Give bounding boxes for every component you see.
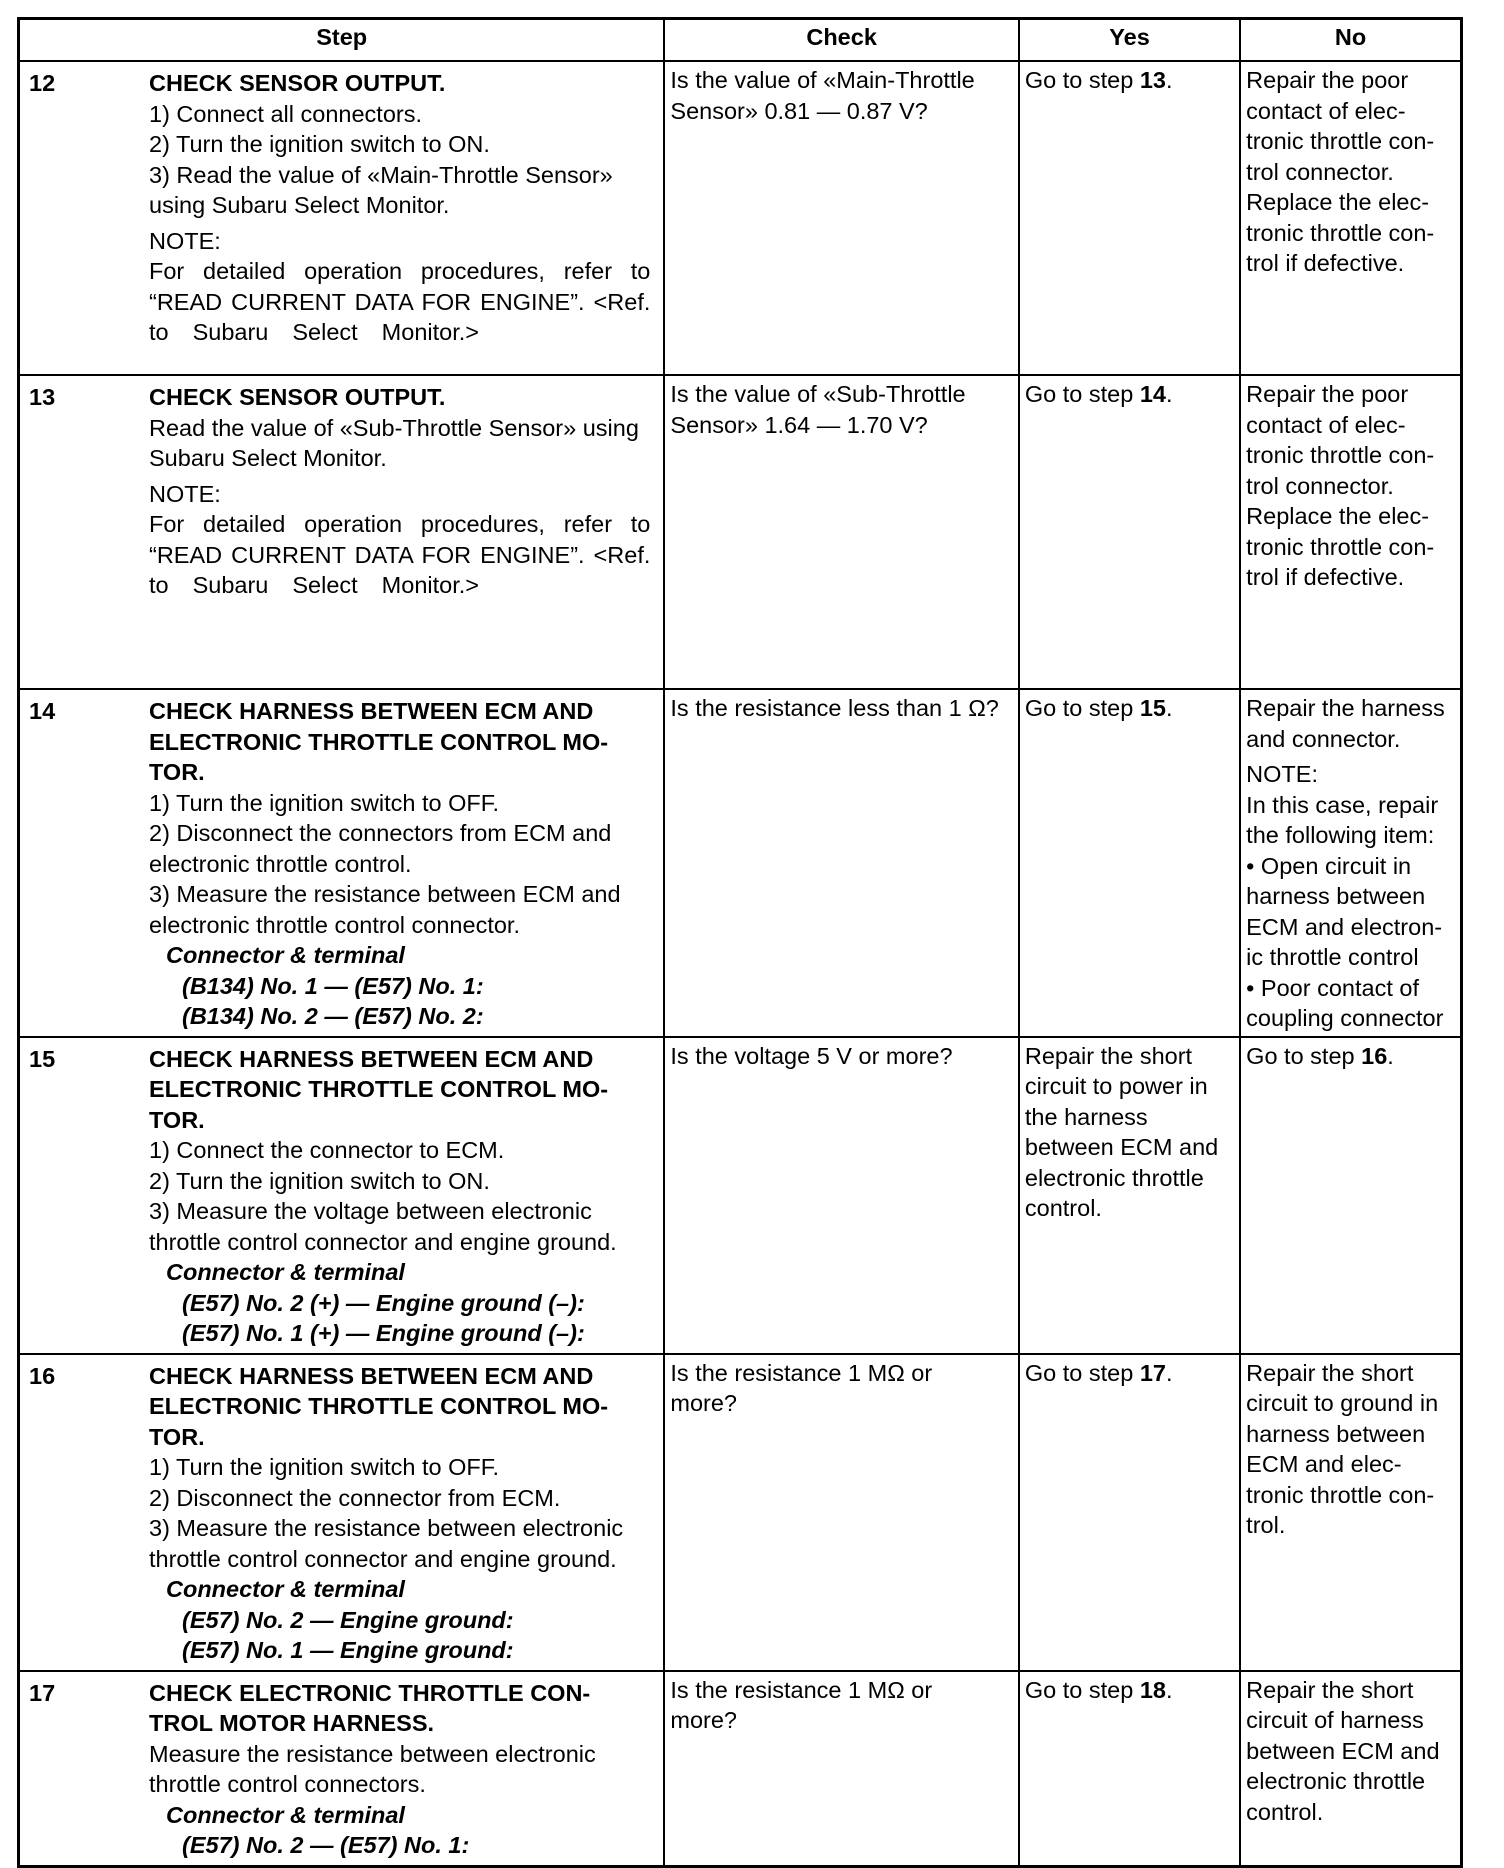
yes-text: . [1165,1676,1173,1703]
step-instruction: throttle control connector and engine ground. [149,1545,617,1572]
note-text: For detailed operation procedures, refer to [149,511,651,537]
step-instruction: 2) Disconnect the connectors from ECM and [149,820,612,846]
check-cell [664,375,1018,689]
table-row-step-16 [19,1354,1462,1671]
note-label: NOTE: [149,480,221,507]
header-yes: Yes [1019,19,1240,62]
no-text: tronic throttle con- [1246,533,1435,560]
yes-text: . [1165,1359,1173,1386]
yes-text: between ECM and [1024,1134,1219,1160]
no-cell [1240,1037,1461,1354]
check-text: Is the value of «Main-Throttle [670,67,975,93]
step-number: 17 [29,1679,56,1706]
step-title: TOR. [149,1423,205,1450]
no-cell [1240,61,1461,375]
step-instruction: 2) Turn the ignition switch to ON. [149,131,490,157]
table-row-step-14 [19,689,1462,1037]
connector-heading: Connector & terminal [166,1801,405,1828]
step-title: TOR. [149,1106,205,1133]
step-instruction: Measure the resistance between electronic [149,1740,596,1767]
no-text: trol if defective. [1246,250,1405,276]
no-text: tronic throttle con- [1246,219,1435,246]
header-step: Step [19,19,665,62]
step-cell [19,1354,665,1671]
note-text: “READ CURRENT DATA FOR ENGINE”. <Ref. [149,541,651,568]
yes-step-link[interactable]: 17 [1139,1359,1166,1386]
no-text: harness between [1246,1420,1426,1447]
no-cell [1240,1354,1461,1671]
check-cell [664,1671,1018,1867]
note-label: NOTE: [149,227,221,254]
yes-text: the harness [1024,1103,1148,1130]
yes-cell [1019,61,1240,375]
header-check: Check [664,19,1018,62]
check-text: Sensor» 1.64 — 1.70 V? [670,411,928,438]
step-instruction: 2) Turn the ignition switch to ON. [149,1167,490,1194]
yes-text: . [1165,67,1173,93]
step-title: TROL MOTOR HARNESS. [149,1710,435,1736]
step-instruction: 3) Measure the voltage between electronic [149,1198,592,1224]
yes-text: Repair the short [1024,1042,1193,1069]
connector-terminal: (B134) No. 1 — (E57) No. 1: [182,972,484,999]
no-text: tronic throttle con- [1246,128,1435,154]
check-text: more? [670,1390,738,1416]
table-row-step-13 [19,375,1462,689]
check-text: Is the resistance 1 MΩ or [670,1359,933,1386]
bullet-item: ECM and electron- [1246,913,1443,940]
yes-cell [1019,1354,1240,1671]
no-text: between ECM and [1246,1737,1440,1764]
connector-terminal: (E57) No. 2 — Engine ground: [182,1606,514,1633]
no-text: trol connector. [1246,158,1394,185]
step-instruction: Read the value of «Sub-Throttle Sensor» using [149,414,639,441]
no-text: and connector. [1246,725,1401,752]
check-text: Sensor» 0.81 — 0.87 V? [670,97,928,124]
step-title: ELECTRONIC THROTTLE CONTROL MO- [149,1393,609,1419]
no-text: Replace the elec- [1246,503,1430,529]
connector-terminal: (E57) No. 2 (+) — Engine ground (–): [182,1289,585,1316]
yes-text: . [1165,381,1173,407]
yes-step-link[interactable]: 13 [1139,67,1166,93]
step-title: CHECK SENSOR OUTPUT. [149,384,446,410]
step-title: CHECK HARNESS BETWEEN ECM AND [149,1362,594,1389]
no-text: Repair the poor [1246,381,1409,407]
step-instruction: 3) Read the value of «Main-Throttle Sensor» [149,161,613,188]
table-header-row [19,19,1462,62]
note-text: For detailed operation procedures, refer to [149,258,651,284]
no-text: trol. [1246,1512,1286,1538]
note-text: to Subaru Select Monitor.> [149,319,479,345]
step-cell [19,1037,665,1354]
step-instruction: 1) Connect all connectors. [149,100,423,127]
step-number: 12 [29,70,56,96]
step-title: ELECTRONIC THROTTLE CONTROL MO- [149,728,609,755]
yes-step-link[interactable]: 15 [1139,695,1166,721]
no-text: Replace the elec- [1246,189,1430,215]
check-text: Is the resistance 1 MΩ or [670,1676,933,1703]
connector-terminal: (E57) No. 1 (+) — Engine ground (–): [182,1320,585,1346]
header-no: No [1240,19,1461,62]
step-title: CHECK SENSOR OUTPUT. [149,70,446,96]
check-text: Is the value of «Sub-Throttle [670,381,966,407]
step-instruction: 1) Turn the ignition switch to OFF. [149,1454,500,1480]
table-row-step-15 [19,1037,1462,1354]
connector-terminal: (E57) No. 2 — (E57) No. 1: [182,1832,470,1858]
yes-step-link[interactable]: 14 [1139,381,1166,407]
no-text: circuit to ground in [1246,1390,1439,1416]
no-text: Repair the harness [1246,695,1445,721]
no-text: tronic throttle con- [1246,442,1435,468]
step-number: 16 [29,1362,56,1389]
connector-heading: Connector & terminal [166,942,405,968]
no-cell [1240,1671,1461,1867]
no-text: Repair the short [1246,1359,1414,1386]
note-text: “READ CURRENT DATA FOR ENGINE”. <Ref. [149,288,651,315]
step-instruction: using Subaru Select Monitor. [149,192,450,218]
yes-text: Go to step [1024,1359,1140,1386]
table-row-step-12 [19,61,1462,375]
no-text: Repair the poor [1246,67,1409,93]
step-instruction: Subaru Select Monitor. [149,445,387,471]
diagnostic-table [17,17,1463,1868]
step-cell [19,375,665,689]
step-title: TOR. [149,759,205,785]
no-text: circuit of harness [1246,1707,1424,1733]
step-title: CHECK HARNESS BETWEEN ECM AND [149,1045,594,1072]
step-title: CHECK HARNESS BETWEEN ECM AND [149,698,594,724]
yes-text: circuit to power in [1024,1073,1208,1099]
note-text: to Subaru Select Monitor.> [149,572,479,598]
note-text: the following item: [1246,822,1435,848]
bullet-item: ic throttle control [1246,944,1419,970]
yes-cell [1019,1671,1240,1867]
yes-text: Go to step [1024,67,1140,93]
no-text: Repair the short [1246,1676,1414,1703]
check-cell [664,1037,1018,1354]
step-instruction: 2) Disconnect the connector from ECM. [149,1484,561,1511]
connector-heading: Connector & terminal [166,1576,405,1602]
table-row-step-17 [19,1671,1462,1867]
connector-terminal: (B134) No. 2 — (E57) No. 2: [182,1003,484,1029]
bullet-item: • Poor contact of [1246,974,1419,1001]
no-text: . [1387,1042,1394,1069]
step-number: 14 [29,698,56,724]
yes-cell [1019,1037,1240,1354]
check-cell [664,61,1018,375]
step-number: 13 [29,384,56,410]
step-instruction: 1) Turn the ignition switch to OFF. [149,789,500,816]
step-instruction: electronic throttle control. [149,850,412,877]
no-text: contact of elec- [1246,411,1406,438]
step-instruction: throttle control connector and engine ground. [149,1228,617,1255]
no-text: trol connector. [1246,472,1394,499]
yes-cell [1019,375,1240,689]
yes-step-link[interactable]: 18 [1139,1676,1166,1703]
yes-cell [1019,689,1240,1037]
yes-text: Go to step [1024,381,1140,407]
connector-heading: Connector & terminal [166,1259,405,1285]
yes-text: . [1165,695,1173,721]
step-instruction: electronic throttle control connector. [149,911,520,938]
step-instruction: 3) Measure the resistance between ECM and [149,881,621,907]
yes-text: Go to step [1024,695,1140,721]
note-label: NOTE: [1246,761,1318,787]
step-number: 15 [29,1045,56,1072]
bullet-item: coupling connector [1246,1005,1444,1031]
note-text: In this case, repair [1246,791,1439,818]
check-text: more? [670,1707,738,1733]
no-text: contact of elec- [1246,97,1406,124]
no-cell [1240,689,1461,1037]
no-text: tronic throttle con- [1246,1481,1435,1508]
connector-terminal: (E57) No. 1 — Engine ground: [182,1637,514,1663]
check-text: Is the voltage 5 V or more? [670,1042,953,1069]
bullet-item: • Open circuit in [1246,852,1412,879]
check-text: Is the resistance less than 1 Ω? [670,695,999,721]
step-cell [19,689,665,1037]
check-cell [664,1354,1018,1671]
no-text: control. [1246,1798,1324,1825]
yes-text: control. [1024,1195,1102,1221]
step-instruction: 1) Connect the connector to ECM. [149,1137,505,1163]
step-cell [19,1671,665,1867]
yes-text: Go to step [1024,1676,1140,1703]
step-cell [19,61,665,375]
step-title: CHECK ELECTRONIC THROTTLE CON- [149,1679,591,1706]
no-text: trol if defective. [1246,564,1405,590]
yes-text: electronic throttle [1024,1164,1204,1191]
step-title: ELECTRONIC THROTTLE CONTROL MO- [149,1076,609,1102]
step-instruction: 3) Measure the resistance between electronic [149,1515,624,1541]
step-instruction: throttle control connectors. [149,1771,426,1797]
no-text: electronic throttle [1246,1768,1426,1794]
no-step-link[interactable]: 16 [1361,1042,1388,1069]
no-text: Go to step [1246,1042,1362,1069]
no-cell [1240,375,1461,689]
check-cell [664,689,1018,1037]
no-text: ECM and elec- [1246,1451,1402,1477]
bullet-item: harness between [1246,883,1426,909]
